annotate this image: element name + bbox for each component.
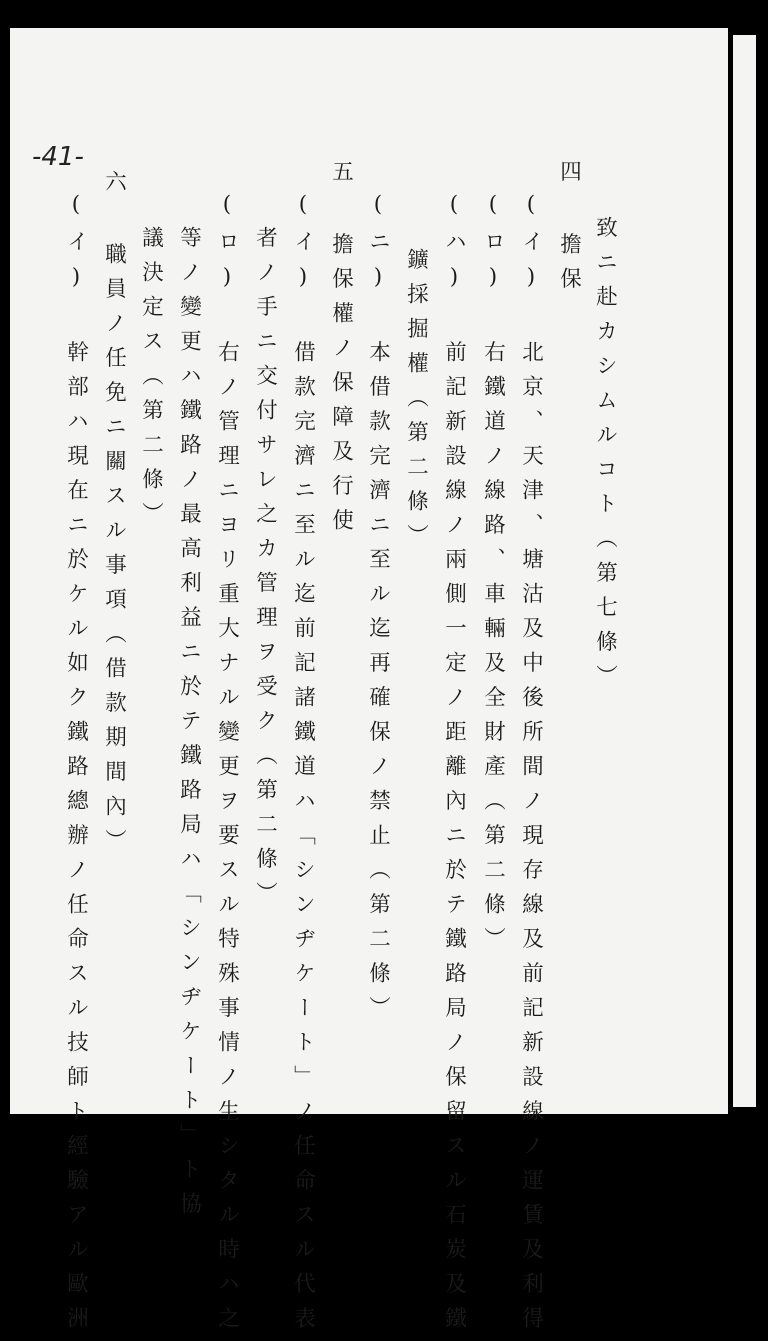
text-column-4: (ロ) 右鐵道ノ線路、車輛及全財產（第二條） bbox=[480, 192, 506, 962]
text-column-14: 六 職員ノ任免ニ關スル事項（借款期間內） bbox=[101, 170, 127, 864]
text-column-12: 等ノ變更ハ鐵路ノ最高利益ニ於テ鐵路局ハ「シンヂケート」ト協 bbox=[176, 226, 202, 1227]
text-column-5: (ハ) 前記新設線ノ兩側一定ノ距離內ニ於テ鐵路局ノ保留スル石炭及鐵 bbox=[441, 192, 467, 1341]
text-column-15: (イ) 幹部ハ現在ニ於ケル如ク鐵路總辦ノ任命スル技師ト經驗アル歐洲 bbox=[63, 192, 89, 1341]
text-column-8: 五 擔保權ノ保障及行使 bbox=[328, 160, 354, 543]
text-column-10: 者ノ手ニ交付サレ之カ管理ヲ受ク（第二條） bbox=[252, 226, 278, 916]
text-column-13: 議決定ス（第二條） bbox=[138, 226, 164, 537]
text-column-7: (ニ) 本借款完濟ニ至ル迄再確保ノ禁止（第二條） bbox=[365, 192, 391, 1031]
text-column-11: (ロ) 右ノ管理ニヨリ重大ナル變更ヲ要スル特殊事情ノ生シタル時ハ之 bbox=[214, 192, 240, 1341]
text-column-6: 鑛採掘權（第二條） bbox=[403, 248, 429, 559]
page-number: -41- bbox=[32, 142, 84, 172]
text-column-2: 四 擔保 bbox=[556, 160, 582, 302]
text-column-9: (イ) 借款完濟ニ至ル迄前記諸鐵道ハ「シンヂケート」ノ任命スル代表 bbox=[290, 192, 316, 1341]
text-column-3: (イ) 北京、天津、塘沽及中後所間ノ現存線及前記新設線ノ運賃及利得 bbox=[518, 192, 544, 1341]
text-column-1: 致ニ赴カシムルコト（第七條） bbox=[592, 216, 618, 699]
page-edge-strip bbox=[733, 35, 756, 1107]
